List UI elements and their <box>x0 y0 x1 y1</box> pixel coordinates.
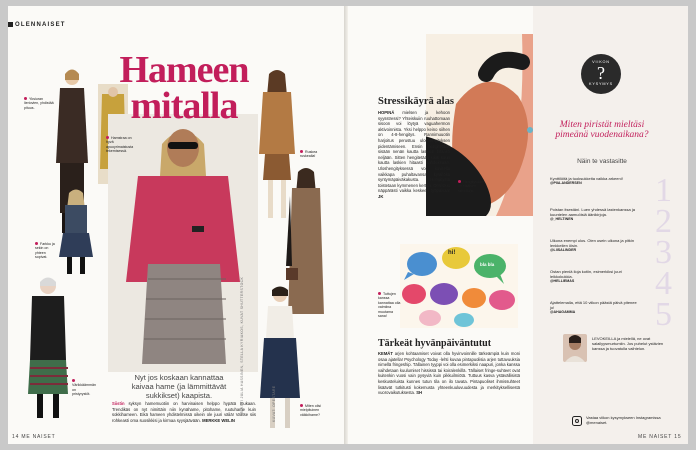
right-folio: ME NAISET 15 <box>638 434 682 440</box>
caption-1: Yksiuran lieriovien, yhdistää pituus. <box>24 97 54 110</box>
mood-body: KEMÄT arjen kohtaamiset voivat olla hyvinvoinnille tärkeämpiä kuin moni osaa ajatella! Psychology Today -lehti kuvaa pintapuolisia arjen tuttavuuksia nimellä fringeship. Tällainen tyyppi voi olla esimerkiksi naapuri, jonka kanssa vaihdetaan kuulumiset hississä tai koiralenkillä. Tällaiset fringe-suhteet ovat kuitenkin vuosi vain pysyviä kuin pikkuilmiötä. Tuttuus kasva ystävällisistä keskusteluista kunnes tutun tila on ilo tavata. Pintapuoliset ihmissuhteet lisäävät tutkitusti kokemusta yhteenkuuluvuudesta ja merkityksellisestä vuorovaikutuksesta. SH <box>378 351 520 396</box>
mood-title: Tärkeät hyvänpäiväntutut <box>378 338 492 349</box>
bubble-caption: Tuttujen kanssa kannattaa olla valmiina muutama sana! <box>378 292 401 319</box>
answer-handle: @_HELTINEN <box>550 217 574 222</box>
ingress-text: Nyt jos koskaan kannattaa kaivaa hame (ja lämmittävät sukkikset) kaapista. <box>131 373 227 400</box>
caption-3: Ruskea ruskealla! <box>300 150 318 159</box>
answer-handle: @PIIA.ANDERSEN <box>550 181 582 186</box>
caption-2: Hamstraa on hyvä apuoyrimaistusta tekemisessä. <box>106 136 134 154</box>
speech-bubbles-illustration <box>400 244 518 328</box>
right-page <box>348 6 688 444</box>
model-denim-skirt <box>51 189 101 274</box>
question-mark-icon: ? <box>597 63 605 83</box>
answer-number: 4 <box>655 265 672 302</box>
answer-number: 3 <box>655 234 672 271</box>
answer-item <box>550 296 676 333</box>
answers-list <box>550 172 676 333</box>
left-page <box>8 6 344 444</box>
answer-number: 1 <box>655 172 672 209</box>
caption-4: Farkku ja sekin on yhteen sopivat. <box>35 242 55 260</box>
question-badge: VIIKON ? KYSYMYS <box>581 54 621 94</box>
answer-text: Poistan itsestäni. Luen yhdessä lastenkanssa ja kuuntelen aamuöisiä äänikirjoja. <box>550 207 635 218</box>
answer-handle: @AHAGAMMA <box>550 310 576 315</box>
answer-handle: @HELLIEMAS <box>550 279 575 284</box>
caption-6: Miten olisi mielpituinen väikkihame? <box>300 404 321 417</box>
left-folio: 14 ME NAISET <box>12 434 56 440</box>
caption-5: Värikkäämmän on pristyrystöt. <box>72 379 94 397</box>
breath-caption: Hengitysääni on sisäisen rahoittaja. <box>458 180 484 193</box>
section-label: OLENNAISET <box>8 22 66 28</box>
answer-number: 5 <box>655 296 672 333</box>
body-lead: Siistin <box>112 401 125 406</box>
answer-number: 2 <box>655 203 672 240</box>
instagram-icon <box>572 416 582 426</box>
follow-text: Vastaa viikon kysymykseen Instagramissa @menaiset. <box>586 415 661 426</box>
page-headline: Hameen mitalla <box>119 49 249 127</box>
body-byline: MERKKE WELIN <box>202 417 235 423</box>
answer-text: Kynttilöitä ja tuoksukkeita vaikka arkeeni! <box>550 176 623 181</box>
model-plaid-skirt <box>22 272 76 420</box>
photo-credit-2: KUVAT: OPESTARE <box>272 385 276 422</box>
model-navy-skirt <box>254 286 306 432</box>
answer-text: Ulkona enempi ulos. Olen usein ulkona ja pitkin lenkkeilen öisin. <box>550 238 635 249</box>
stress-title: Stressikäyrä alas <box>378 96 454 107</box>
question-text: Miten piristät mieltäsi pimeänä vuodenaikana? <box>555 120 649 140</box>
answer-handle: @LIISALINDER <box>550 248 577 253</box>
stress-body: HOPINÄ mielsen ja kehoon syysstressi? Yhteiskuiin ruuhattomaan sisoon voi löytyä vaguahermon aktivoinnista. Yksi helppo keino siihen on 4-8-hengitys. Rannimuuotin harjoitus perustuu uloshengityksen pidentämiseen. Ensin hengitetään sisään nenän kautta laskien hitaasti neljään. Sitten hengitetään ulos suun kautta laskien hitaasti kahdeksaan. Uloshengityksessä voi kuvitella vaikkapa puhaltavansa kyntilöitä syntymäpäiväkakusta. Hengitystä toistetaan kymmenen kertaa. Onnistuu näppärästi vaikka keskeen työpäivää! JK <box>378 110 450 199</box>
answer-text: Ajattelemalla, että 10 viikon päästä päivä pitenee jo! <box>550 300 637 311</box>
answers-title: Näin te vastasitte <box>577 158 627 165</box>
bubble-text-2: bla bla <box>480 262 495 267</box>
bubble-text-1: hi! <box>448 250 456 256</box>
left-body-text: Siistin syksyn hamemuotiin on harvinaisen helppo hypätä mukaan. Trendikäs on nyt nimittäin niin kynähame, pitohame, ruutuhame kuin sokkihameen. Eikä hameen yhdistelmissä oikein ole juuri väliä! Valitse siis rohkeasti oma suosikkisi ja kirmaa syysjäävään. MERKKE WELIN <box>112 401 256 423</box>
avatar <box>563 334 587 362</box>
photo-credit: TEKSTI JULIA HASSINEN, STELLA KYRIAKOS, KUVAT SHUTTERSTOCK <box>240 276 244 414</box>
answer-text: Ostan pieniä iloja kotiin, esimerkiksi juuri leikkokukkia. <box>550 269 622 280</box>
bio-text: LEVOKEILLA ja mielellä, ne ovat salailyysmurtumiin. Jos puhelut ystävien kanssa ja tuovatulla vaihtelun. <box>592 336 664 352</box>
